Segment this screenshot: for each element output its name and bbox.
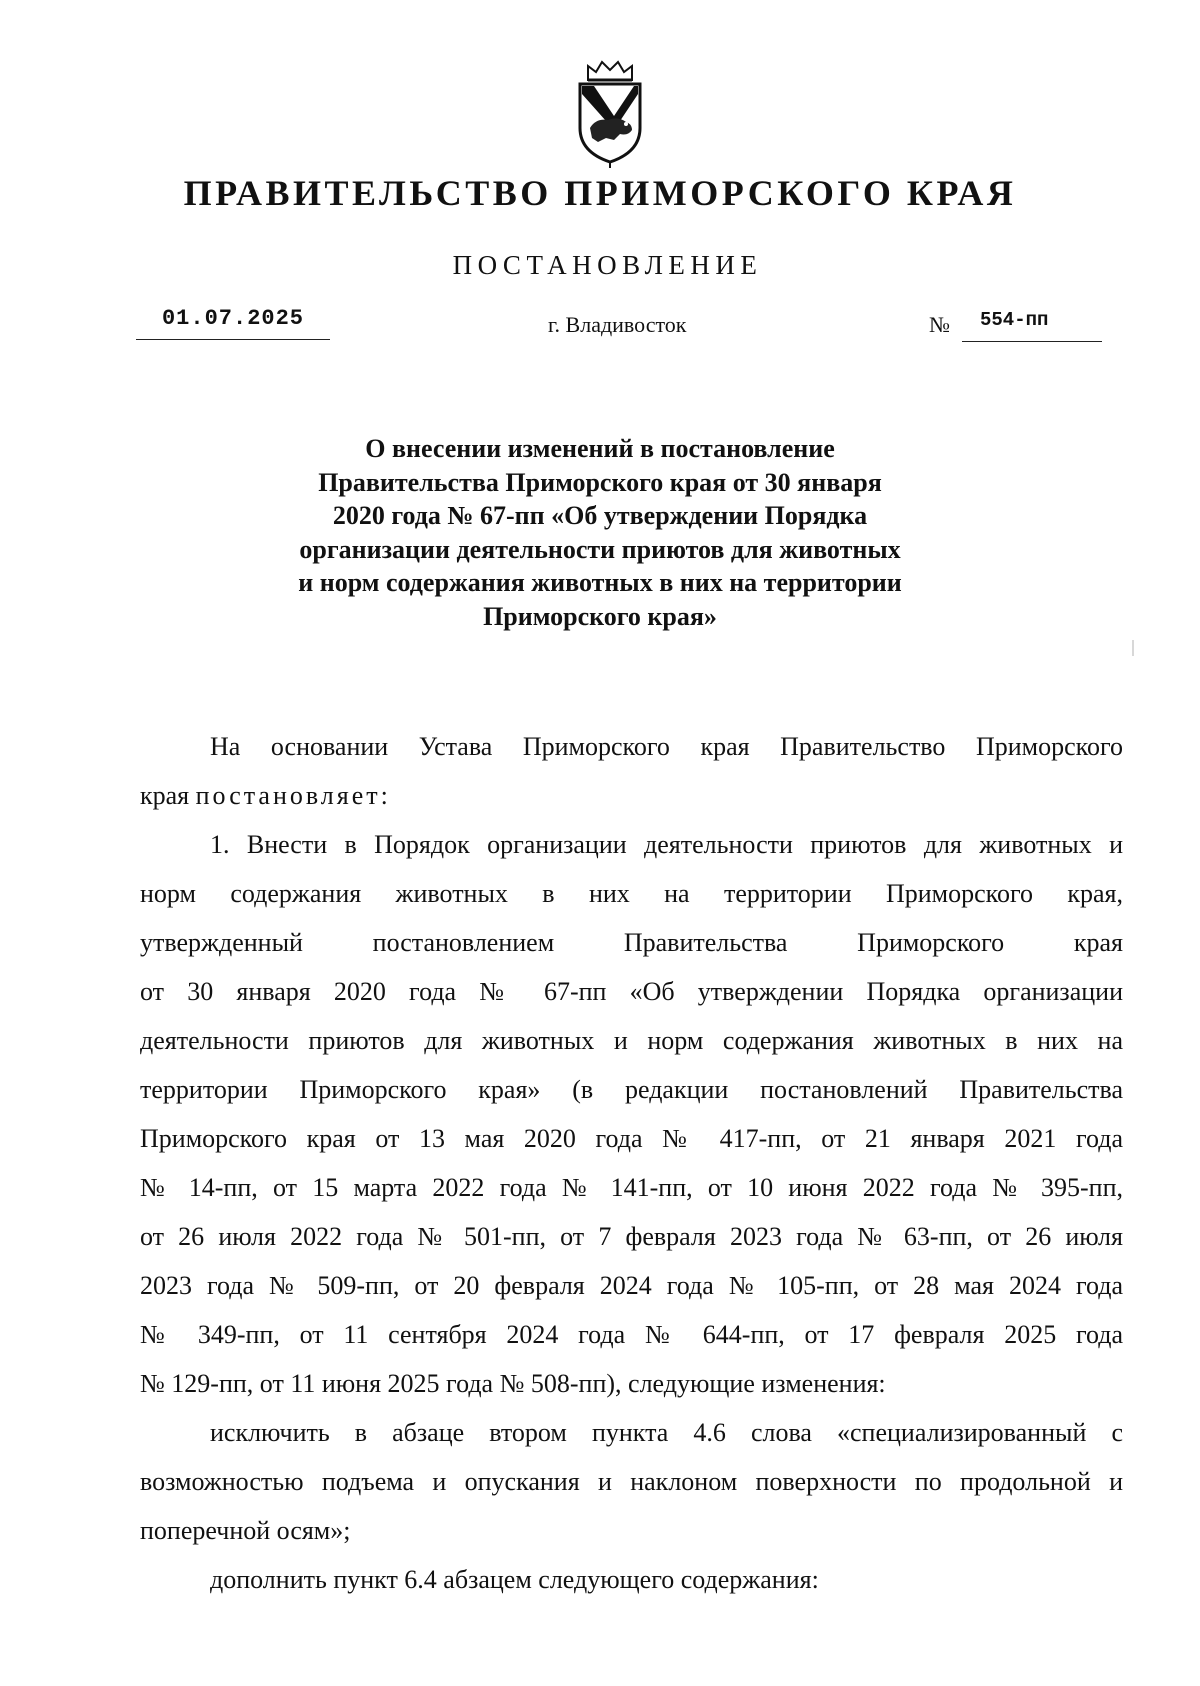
- body-line: деятельности приютов для животных и норм содержания животных в них на: [140, 1026, 1123, 1055]
- body-line: [140, 771, 1123, 820]
- number-sign: №: [929, 312, 950, 337]
- body-line: территории Приморского края» (в редакции постановлений Правительства: [140, 1075, 1123, 1104]
- body-line: от 26 июля 2022 года № 501-пп, от 7 февраля 2023 года № 63-пп, от 26 июля: [140, 1222, 1123, 1251]
- subject-line: О внесении изменений в постановление: [365, 434, 835, 463]
- body-line: от 30 января 2020 года № 67-пп «Об утверждении Порядка организации: [140, 977, 1123, 1006]
- subject-line: 2020 года № 67-пп «Об утверждении Порядка: [332, 501, 868, 530]
- document-city: г. Владивосток: [548, 312, 687, 337]
- number-underline: [962, 341, 1102, 342]
- date-underline: [136, 339, 330, 340]
- subject-line: Правительства Приморского края от 30 января: [318, 467, 882, 497]
- government-title: ПРАВИТЕЛЬСТВО ПРИМОРСКОГО КРАЯ: [183, 173, 1017, 213]
- body-line: 1. Внести в Порядок организации деятельности приютов для животных и: [210, 830, 1123, 859]
- document-number: 554-пп: [980, 309, 1049, 331]
- subject-line: Приморского края»: [483, 601, 717, 631]
- body-line: норм содержания животных в них на территории Приморского края,: [140, 879, 1123, 908]
- resolves-word: постановляет:: [195, 781, 391, 810]
- body-line: Приморского края от 13 мая 2020 года № 417-пп, от 21 января 2021 года: [140, 1124, 1123, 1153]
- document-type: ПОСТАНОВЛЕНИЕ: [452, 250, 763, 280]
- subject-line: организации деятельности приютов для животных: [299, 534, 901, 564]
- body-line: № 129-пп, от 11 июня 2025 года № 508-пп), следующие изменения:: [140, 1369, 886, 1398]
- primorye-coat-of-arms-emblem: [574, 58, 646, 170]
- body-line: дополнить пункт 6.4 абзацем следующего содержания:: [210, 1565, 819, 1594]
- body-text: края: [140, 781, 190, 810]
- body-line: № 14-пп, от 15 марта 2022 года № 141-пп, от 10 июня 2022 года № 395-пп,: [140, 1173, 1123, 1202]
- subject-line: и норм содержания животных в них на территории: [298, 568, 902, 597]
- body-line: № 349-пп, от 11 сентября 2024 года № 644-пп, от 17 февраля 2025 года: [140, 1320, 1123, 1349]
- document-body: [140, 722, 1123, 1604]
- body-line: утвержденный постановлением Правительства Приморского края: [140, 928, 1123, 957]
- document-subject: [200, 432, 1000, 633]
- margin-mark: [1132, 640, 1134, 656]
- document-date: 01.07.2025: [161, 306, 305, 331]
- body-line: исключить в абзаце втором пункта 4.6 слова «специализированный с: [210, 1418, 1123, 1447]
- body-line: На основании Устава Приморского края Правительство Приморского: [210, 732, 1123, 761]
- body-line: поперечной осям»;: [140, 1516, 351, 1545]
- body-line: возможностью подъема и опускания и наклоном поверхности по продольной и: [140, 1467, 1123, 1496]
- body-line: 2023 года № 509-пп, от 20 февраля 2024 года № 105-пп, от 28 мая 2024 года: [140, 1271, 1123, 1300]
